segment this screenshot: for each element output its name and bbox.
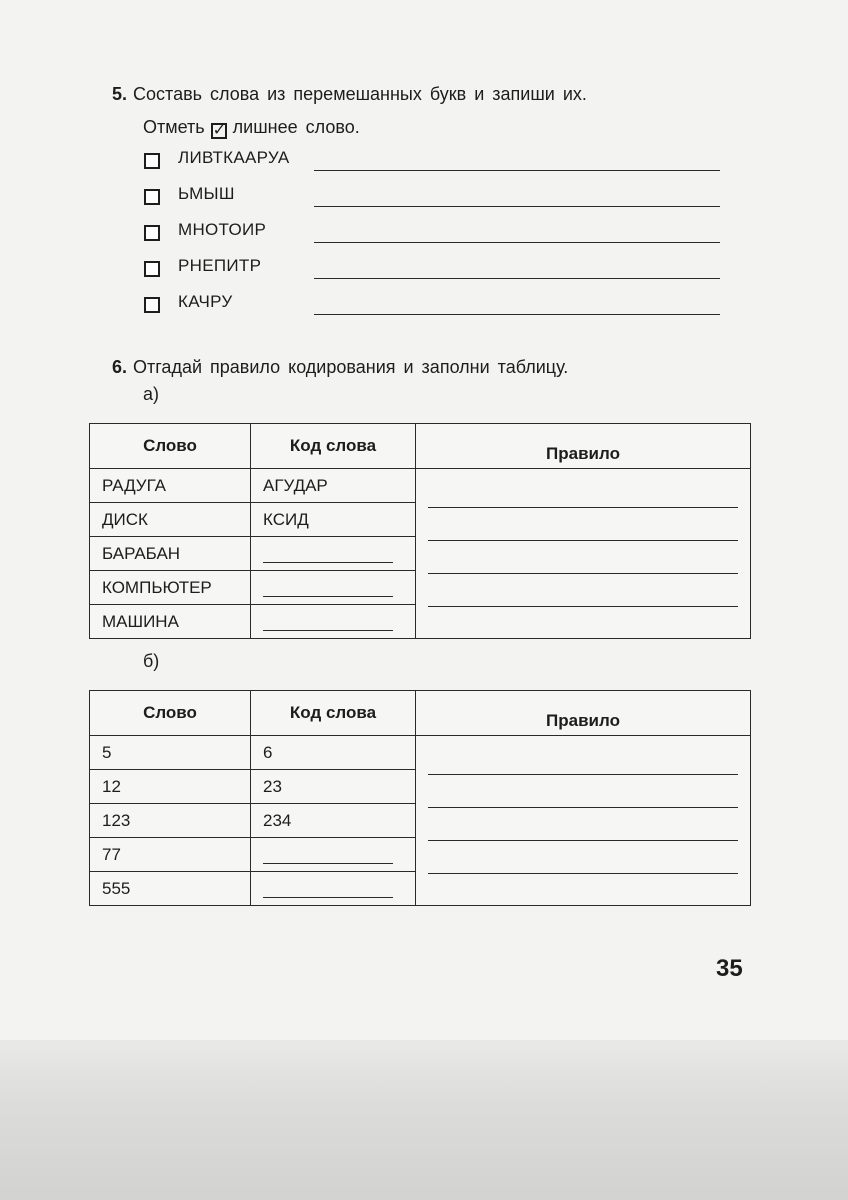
code-answer-line[interactable] bbox=[263, 845, 393, 864]
cell-code-blank[interactable] bbox=[251, 838, 416, 872]
coding-table-a bbox=[89, 423, 751, 639]
word-row bbox=[144, 290, 724, 326]
cell-code: 23 bbox=[251, 770, 416, 804]
code-answer-line[interactable] bbox=[263, 612, 393, 631]
task-5-line2 bbox=[112, 111, 587, 144]
task-5-number: 5. bbox=[112, 84, 128, 104]
cell-word: 555 bbox=[90, 872, 251, 906]
rule-answer-line[interactable] bbox=[428, 841, 738, 874]
rule-answer-line[interactable] bbox=[428, 574, 738, 607]
scrambled-word: РНЕПИТР bbox=[178, 256, 262, 275]
part-b-label: б) bbox=[143, 651, 160, 671]
header-code: Код слова bbox=[251, 691, 416, 736]
word-row bbox=[144, 182, 724, 218]
cell-code-blank[interactable] bbox=[251, 872, 416, 906]
task-6-text: Отгадай правило кодирования и заполни таблицу. bbox=[133, 357, 569, 377]
word-row bbox=[144, 218, 724, 254]
task-6 bbox=[112, 351, 568, 384]
code-answer-line[interactable] bbox=[263, 578, 393, 597]
cell-code-blank[interactable] bbox=[251, 605, 416, 639]
scrambled-word: ЬМЫШ bbox=[178, 184, 235, 203]
task-5-text: Составь слова из перемешанных букв и запиши их. bbox=[133, 84, 587, 104]
cell-code: КСИД bbox=[251, 503, 416, 537]
table-row bbox=[90, 469, 751, 503]
table-header-row bbox=[90, 691, 751, 736]
cell-word: 5 bbox=[90, 736, 251, 770]
table-header-row bbox=[90, 424, 751, 469]
cell-code-blank[interactable] bbox=[251, 571, 416, 605]
table-row bbox=[90, 736, 751, 770]
header-word: Слово bbox=[90, 691, 251, 736]
rule-answer-line[interactable] bbox=[428, 775, 738, 808]
cell-word: КОМПЬЮТЕР bbox=[90, 571, 251, 605]
task-6-number: 6. bbox=[112, 357, 128, 377]
rule-answer-line[interactable] bbox=[428, 742, 738, 775]
word-row bbox=[144, 254, 724, 290]
rule-answer-line[interactable] bbox=[428, 475, 738, 508]
rule-cell[interactable] bbox=[416, 736, 751, 906]
scrambled-word: КАЧРУ bbox=[178, 292, 233, 311]
task-6-line bbox=[112, 351, 568, 384]
word-row bbox=[144, 146, 724, 182]
task-5-line1 bbox=[112, 78, 587, 111]
header-word: Слово bbox=[90, 424, 251, 469]
task-5-mark-suffix: лишнее слово. bbox=[232, 117, 360, 137]
cell-code: 6 bbox=[251, 736, 416, 770]
coding-table-b bbox=[89, 690, 751, 906]
cell-code: 234 bbox=[251, 804, 416, 838]
checkbox[interactable] bbox=[144, 297, 160, 313]
checkbox[interactable] bbox=[144, 261, 160, 277]
scrambled-word: МНОТОИР bbox=[178, 220, 267, 239]
cell-word: 77 bbox=[90, 838, 251, 872]
cell-word: МАШИНА bbox=[90, 605, 251, 639]
cell-word: РАДУГА bbox=[90, 469, 251, 503]
cell-code: АГУДАР bbox=[251, 469, 416, 503]
checkbox[interactable] bbox=[144, 153, 160, 169]
rule-cell[interactable] bbox=[416, 469, 751, 639]
page-bottom-shade bbox=[0, 1040, 848, 1200]
task-5-mark-prefix: Отметь bbox=[143, 117, 205, 137]
scrambled-word: ЛИВТКААРУА bbox=[178, 148, 290, 167]
page-number: 35 bbox=[716, 955, 743, 982]
checked-checkbox-icon: ✓ bbox=[212, 122, 227, 139]
cell-word: 123 bbox=[90, 804, 251, 838]
code-answer-line[interactable] bbox=[263, 544, 393, 563]
cell-code-blank[interactable] bbox=[251, 537, 416, 571]
checkbox[interactable] bbox=[144, 225, 160, 241]
answer-line[interactable] bbox=[314, 314, 720, 315]
answer-line[interactable] bbox=[314, 206, 720, 207]
rule-answer-line[interactable] bbox=[428, 808, 738, 841]
header-rule: Правило bbox=[416, 424, 751, 469]
header-rule: Правило bbox=[416, 691, 751, 736]
rule-answer-line[interactable] bbox=[428, 541, 738, 574]
part-a-label: а) bbox=[143, 384, 160, 404]
checkbox[interactable] bbox=[144, 189, 160, 205]
answer-line[interactable] bbox=[314, 278, 720, 279]
cell-word: БАРАБАН bbox=[90, 537, 251, 571]
answer-line[interactable] bbox=[314, 170, 720, 171]
answer-line[interactable] bbox=[314, 242, 720, 243]
task-5 bbox=[112, 78, 587, 144]
header-code: Код слова bbox=[251, 424, 416, 469]
rule-answer-line[interactable] bbox=[428, 508, 738, 541]
cell-word: 12 bbox=[90, 770, 251, 804]
code-answer-line[interactable] bbox=[263, 879, 393, 898]
cell-word: ДИСК bbox=[90, 503, 251, 537]
